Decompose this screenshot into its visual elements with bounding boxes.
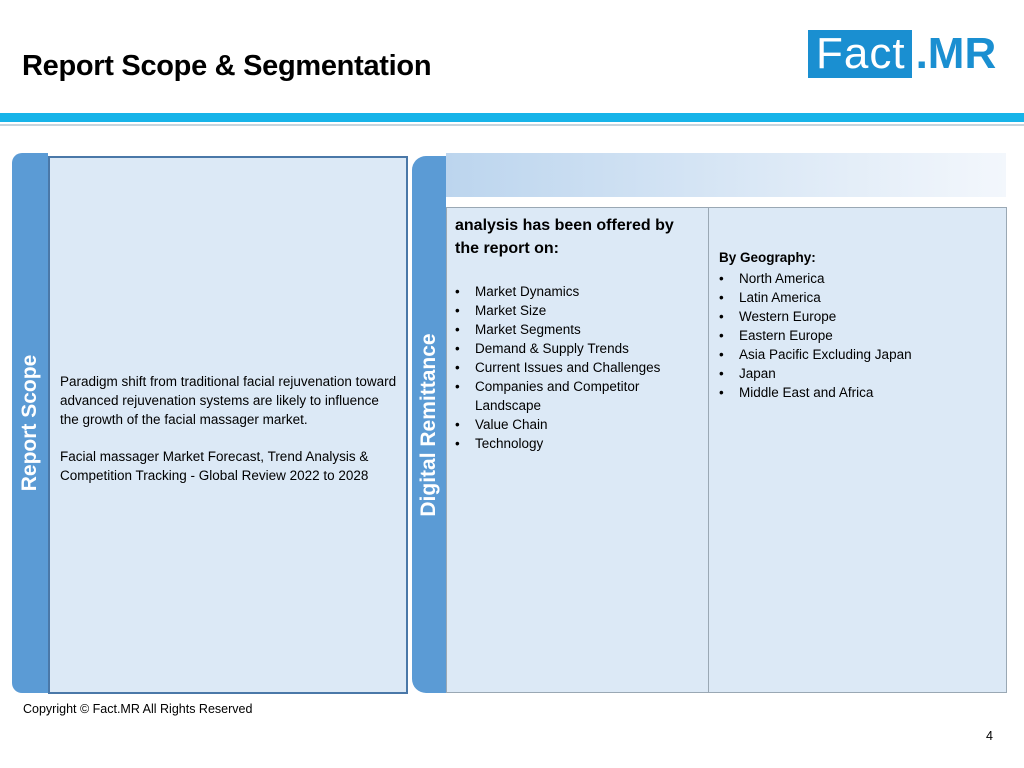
segmentation-tab <box>412 156 446 693</box>
page-title: Report Scope & Segmentation <box>22 50 432 82</box>
list-item: • Western Europe <box>719 307 999 326</box>
list-item: • Current Issues and Challenges <box>455 358 700 377</box>
report-scope-panel <box>12 153 408 693</box>
header-divider <box>0 113 1024 122</box>
logo-suffix-text: .MR <box>915 29 997 78</box>
analysis-heading: analysis has been offered by the report on: <box>455 217 674 257</box>
list-item: • Eastern Europe <box>719 326 999 345</box>
list-item: • Value Chain <box>455 415 700 434</box>
copyright-notice: Copyright © Fact.MR All Rights Reserved <box>23 702 253 716</box>
geography-column <box>708 207 1007 693</box>
page-number: 4 <box>986 729 993 743</box>
report-scope-tab-label: Report Scope <box>18 354 41 492</box>
analysis-column <box>446 207 710 693</box>
list-item: • Asia Pacific Excluding Japan <box>719 345 999 364</box>
list-item: • Market Segments <box>455 320 700 339</box>
list-item: • Middle East and Africa <box>719 383 999 402</box>
list-item: • Market Size <box>455 301 700 320</box>
scope-paragraph: Paradigm shift from traditional facial rejuvenation toward advanced rejuvenation systems are likely to influence the growth of the facial massager market. <box>60 374 397 427</box>
list-item: • Technology <box>455 434 700 453</box>
list-item: • Japan <box>719 364 999 383</box>
logo-main-text: Fact <box>808 30 912 78</box>
segmentation-tab-label: Digital Remittance <box>417 332 440 517</box>
list-item: • Demand & Supply Trends <box>455 339 700 358</box>
geography-heading: By Geography: <box>719 250 816 265</box>
segmentation-panel <box>412 153 1008 693</box>
factmr-logo <box>808 30 996 78</box>
list-item: • Companies and Competitor Landscape <box>455 377 700 415</box>
scope-paragraph: Facial massager Market Forecast, Trend Analysis & Competition Tracking - Global Review 2022 to 2028 <box>60 449 369 483</box>
list-item: • North America <box>719 269 999 288</box>
segmentation-header-band <box>446 153 1006 197</box>
report-scope-tab <box>12 153 48 693</box>
header-divider-thin <box>0 124 1024 126</box>
geography-list <box>719 269 999 402</box>
report-scope-text <box>60 372 400 503</box>
report-scope-box <box>48 156 408 694</box>
list-item: • Market Dynamics <box>455 282 700 301</box>
analysis-list <box>455 282 700 453</box>
list-item: • Latin America <box>719 288 999 307</box>
